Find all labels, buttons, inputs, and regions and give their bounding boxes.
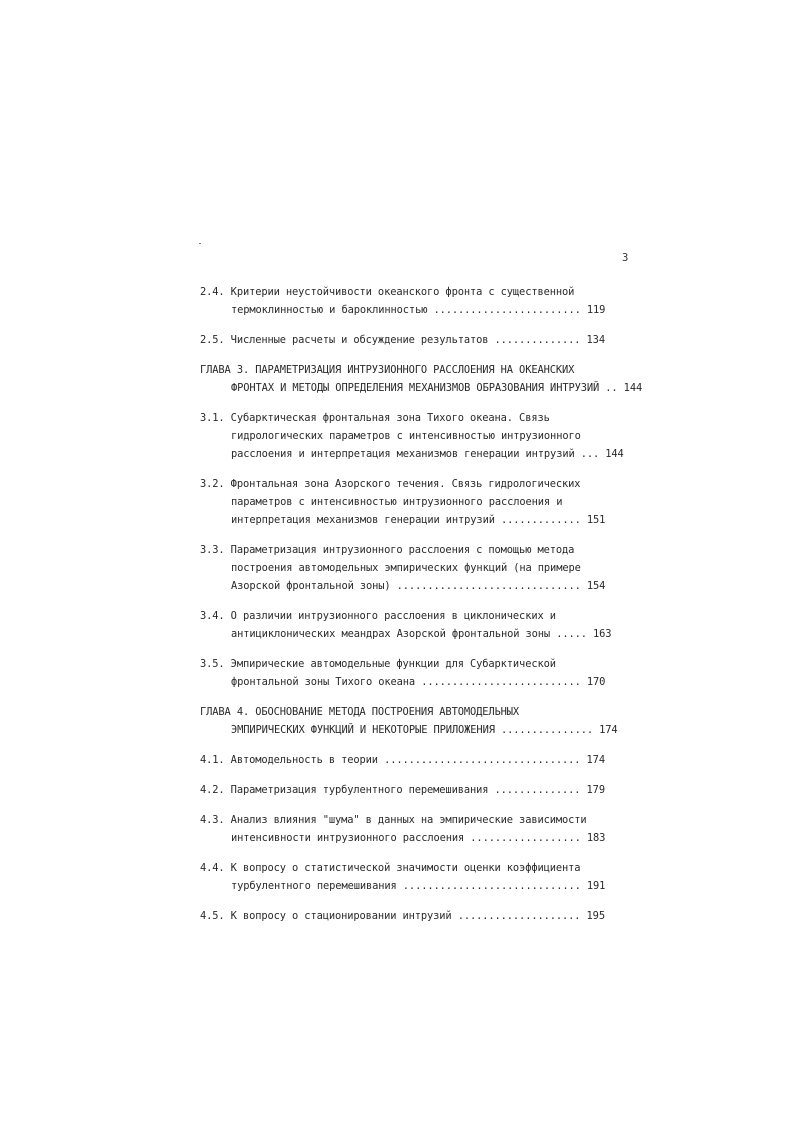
toc-entry-continuation-line: турбулентного перемешивания ............................. 191 xyxy=(231,880,606,892)
toc-entry-continuation-line: ФРОНТАХ И МЕТОДЫ ОПРЕДЕЛЕНИЯ МЕХАНИЗМОВ ОБРАЗОВАНИЯ ИНТРУЗИЙ .. 144 xyxy=(231,382,643,394)
toc-entry-continuation-line: интенсивности интрузионного расслоения .................. 183 xyxy=(231,832,606,844)
toc-entry-continuation-line: построения автомодельных эмпирических функций (на примере xyxy=(231,562,581,574)
toc-entry-title-line: 4.3. Анализ влияния "шума" в данных на эмпирические зависимости xyxy=(200,814,587,826)
toc-entry xyxy=(200,607,640,643)
toc-entry-title-line: 2.5. Численные расчеты и обсуждение результатов .............. 134 xyxy=(200,334,605,346)
toc-entry xyxy=(200,655,640,691)
toc-entry-continuation-line: гидрологических параметров с интенсивностью интрузионного xyxy=(231,430,581,442)
toc-entry-continuation-line: термоклинностью и бароклинностью ........................ 119 xyxy=(231,304,606,316)
toc-entry-title-line: 3.3. Параметризация интрузионного расслоения с помощью метода xyxy=(200,544,575,556)
toc-entry xyxy=(200,781,640,799)
toc-entry-continuation-line: расслоения и интерпретация механизмов генерации интрузий ... 144 xyxy=(231,448,624,460)
toc-entry xyxy=(200,541,640,595)
toc-entry xyxy=(200,409,640,463)
toc-entry-continuation-line: антициклонических меандрах Азорской фронтальной зоны ..... 163 xyxy=(231,628,612,640)
toc-entry-title-line: 3.5. Эмпирические автомодельные функции для Субарктической xyxy=(200,658,556,670)
toc-entry-title-line: 3.4. О различии интрузионного расслоения в циклонических и xyxy=(200,610,556,622)
toc-entry xyxy=(200,331,640,349)
toc-entry xyxy=(200,361,643,397)
toc-entry xyxy=(200,907,640,925)
toc-entry xyxy=(200,811,640,847)
toc-entry-title-line: 4.4. К вопросу о статистической значимости оценки коэффициента xyxy=(200,862,581,874)
toc-entry-title-line: 2.4. Критерии неустойчивости океанского фронта с существенной xyxy=(200,286,575,298)
toc-entry-continuation-line: параметров с интенсивностью интрузионного расслоения и xyxy=(231,496,563,508)
toc-entry xyxy=(200,283,640,319)
toc-entry-continuation-line: ЭМПИРИЧЕСКИХ ФУНКЦИЙ И НЕКОТОРЫЕ ПРИЛОЖЕНИЯ ............... 174 xyxy=(231,724,618,736)
toc-entry-title-line: 4.5. К вопросу о стационировании интрузий .................... 195 xyxy=(200,910,605,922)
toc-entry xyxy=(200,751,640,769)
table-of-contents xyxy=(200,283,643,937)
toc-entry-title-line: 4.2. Параметризация турбулентного перемешивания .............. 179 xyxy=(200,784,605,796)
toc-entry-title-line: ГЛАВА 4. ОБОСНОВАНИЕ МЕТОДА ПОСТРОЕНИЯ АВТОМОДЕЛЬНЫХ xyxy=(200,706,520,718)
toc-entry-continuation-line: Азорской фронтальной зоны) .............................. 154 xyxy=(231,580,606,592)
toc-entry-title-line: ГЛАВА 3. ПАРАМЕТРИЗАЦИЯ ИНТРУЗИОННОГО РАССЛОЕНИЯ НА ОКЕАНСКИХ xyxy=(200,364,575,376)
toc-entry xyxy=(200,703,640,739)
toc-entry-title-line: 3.1. Субарктическая фронтальная зона Тихого океана. Связь xyxy=(200,412,550,424)
toc-entry xyxy=(200,859,640,895)
toc-entry-title-line: 4.1. Автомодельность в теории ................................ 174 xyxy=(200,754,605,766)
toc-entry-continuation-line: фронтальной зоны Тихого океана .......................... 170 xyxy=(231,676,606,688)
page-number: 3 xyxy=(622,252,629,264)
toc-entry-title-line: 3.2. Фронтальная зона Азорского течения. Связь гидрологических xyxy=(200,478,581,490)
toc-entry xyxy=(200,475,640,529)
toc-entry-continuation-line: интерпретация механизмов генерации интрузий ............. 151 xyxy=(231,514,606,526)
scan-speck xyxy=(199,243,201,244)
